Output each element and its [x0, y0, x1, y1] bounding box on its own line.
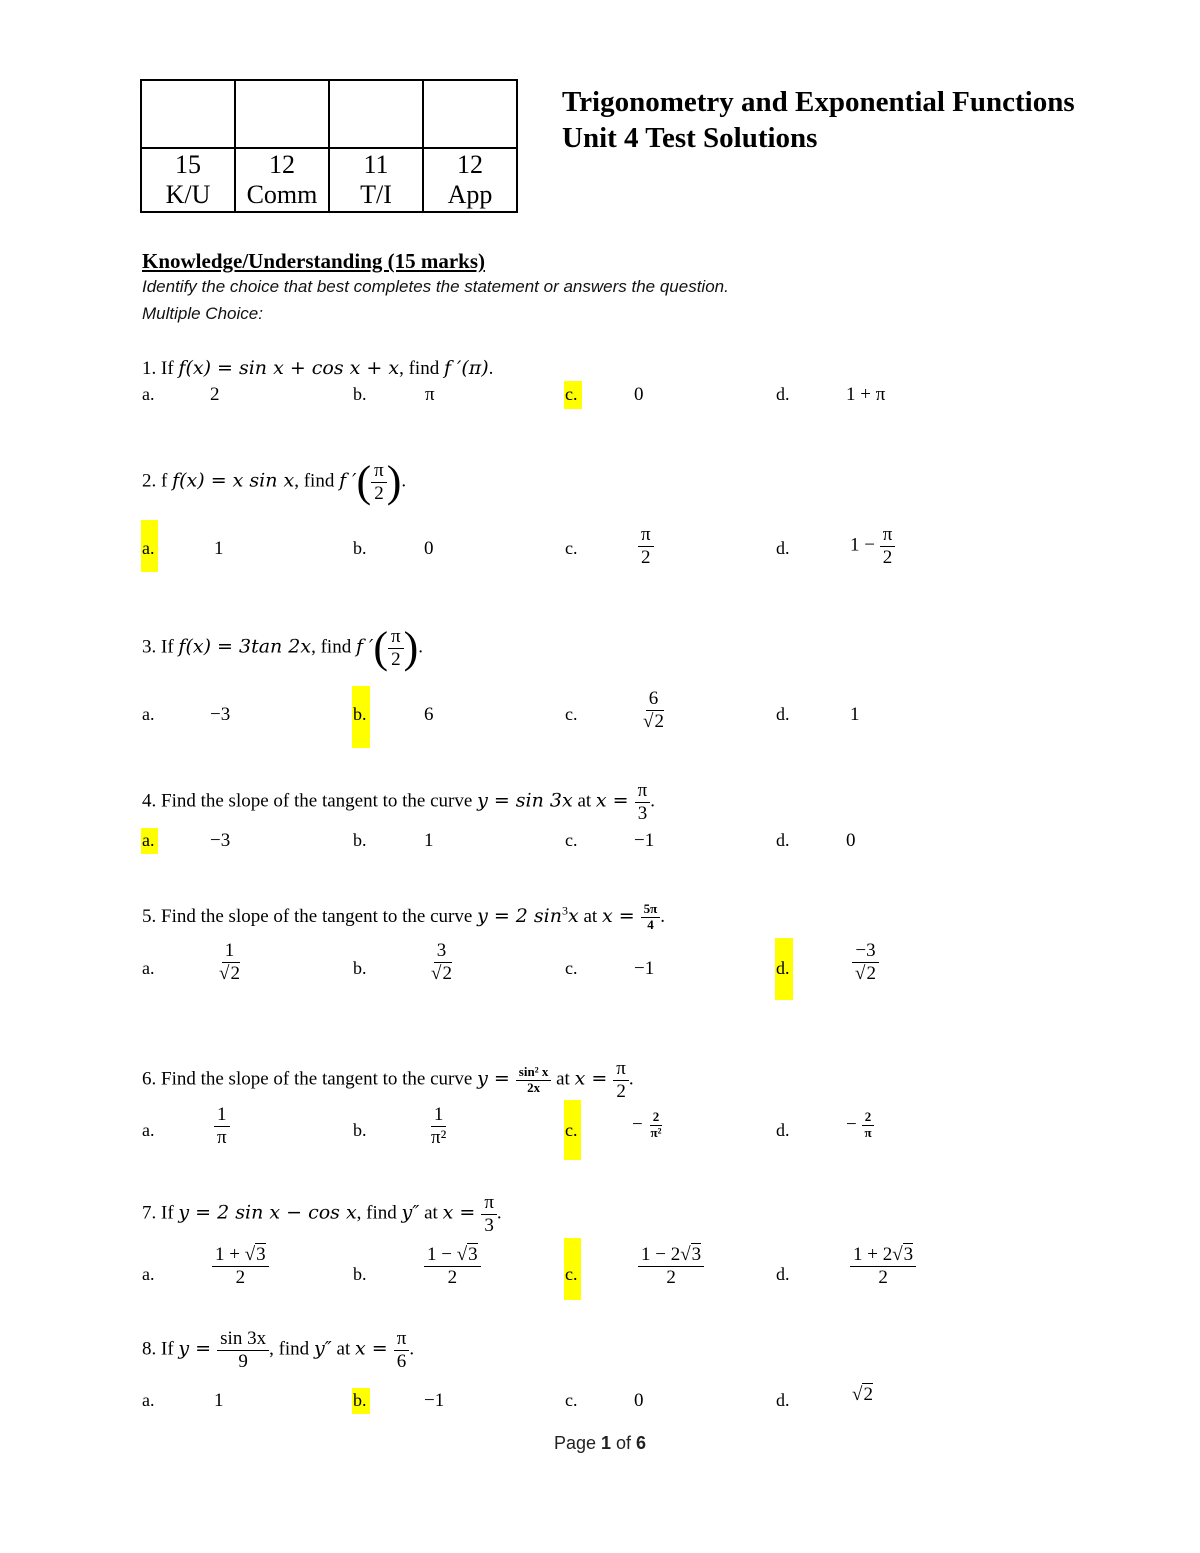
option-c-value: $\frac{6}{√2}$: [643, 688, 664, 732]
question-4-stem: [142, 780, 655, 825]
math-expr: x =: [442, 1201, 482, 1224]
marks-category: K/U: [165, 180, 211, 209]
marks-score: 15: [175, 150, 201, 179]
math-expr: f(x) = sin x + cos x + x: [178, 357, 400, 379]
fraction: $\frac{\sin 3x}{9}$: [217, 1328, 269, 1373]
option-a-value: $\frac{1}{√2}$: [219, 940, 240, 984]
marks-cell-blank: [141, 80, 235, 148]
option-b-label[interactable]: b.: [353, 384, 367, 404]
option-c-value: $\frac{1 - 2√3}{2}$: [638, 1244, 704, 1289]
stem-text: at: [331, 1338, 355, 1360]
option-c-label[interactable]: c.: [565, 958, 578, 978]
option-c-label[interactable]: c.: [565, 1390, 578, 1410]
option-c-value: 0: [634, 1390, 644, 1411]
option-d-value: √2: [852, 1384, 873, 1405]
stem-text: .: [628, 1068, 634, 1090]
footer-text: of: [611, 1433, 637, 1453]
option-d-label[interactable]: d.: [776, 830, 790, 850]
option-a-label[interactable]: a.: [142, 830, 155, 850]
option-d-value: 0: [846, 830, 856, 851]
math-expr: x =: [574, 1067, 614, 1090]
option-d-label[interactable]: d.: [776, 704, 790, 724]
page-footer: [0, 1433, 1200, 1454]
fraction: $\frac{\pi}{2}$: [388, 626, 404, 671]
math-expr: f ′: [355, 635, 374, 658]
option-c-label[interactable]: c.: [565, 704, 578, 724]
question-number: 4. Find the slope of the tangent to the curve: [142, 790, 478, 812]
option-b-value: 6: [424, 704, 434, 725]
stem-text: , find: [269, 1338, 314, 1360]
title-line-2: Unit 4 Test Solutions: [562, 122, 818, 154]
option-a-value: −3: [210, 704, 231, 725]
question-number: 3. If: [142, 636, 179, 658]
option-b-label[interactable]: b.: [353, 704, 367, 724]
marks-cell-ku: [141, 148, 235, 212]
math-expr: y =: [178, 1337, 218, 1360]
stem-text: at: [551, 1068, 575, 1090]
option-c-label[interactable]: c.: [565, 830, 578, 850]
option-d-value: 1: [850, 704, 860, 725]
fraction: $\frac{\text{sin² x}}{2x}$: [516, 1065, 552, 1096]
stem-text: , find: [294, 470, 340, 492]
option-a-value: 1: [214, 538, 224, 559]
question-8-stem: [142, 1328, 414, 1373]
question-number: 2. f: [142, 470, 173, 492]
option-d-value: 1 + π: [846, 384, 886, 405]
option-c-value: 0: [634, 384, 644, 405]
marks-cell-ti: [329, 148, 423, 212]
question-7-stem: [142, 1192, 502, 1237]
option-d-label[interactable]: d.: [776, 1390, 790, 1410]
math-expr: f(x) = 3tan 2x: [178, 635, 312, 658]
question-number: 5. Find the slope of the tangent to the curve: [142, 905, 478, 927]
exponent: 3: [562, 903, 568, 918]
option-b-label[interactable]: b.: [353, 1390, 367, 1410]
option-c-value: $\frac{\pi}{2}$: [638, 524, 654, 569]
stem-text: at: [572, 790, 596, 812]
option-a-label[interactable]: a.: [142, 538, 155, 558]
option-d-value: $\frac{-3}{√2}$: [852, 940, 879, 985]
option-a-value: 1: [214, 1390, 224, 1411]
marks-score: 12: [457, 150, 483, 179]
option-a-label[interactable]: a.: [142, 1390, 155, 1410]
footer-text: Page: [553, 1433, 601, 1453]
marks-cell-app: [423, 148, 517, 212]
question-number: 1. If: [142, 358, 179, 379]
question-6-stem: [142, 1058, 634, 1103]
option-b-value: $\frac{3}{√2}$: [431, 940, 452, 984]
math-expr: y = sin 3x: [477, 789, 573, 812]
option-d-value: − $\frac{2}{\pi}$: [846, 1110, 875, 1141]
question-number: 8. If: [142, 1338, 179, 1360]
question-1-stem: [142, 357, 493, 380]
marks-score: 11: [363, 150, 389, 179]
option-b-value: 1: [424, 830, 434, 851]
question-2-stem: 2. f f(x) = x sin x, find f ′( $\frac{\pi}{2}$ ).: [142, 457, 407, 507]
fraction: $\frac{\pi}{2}$: [371, 460, 387, 505]
page-total: 6: [636, 1433, 647, 1453]
marks-cell-blank: [329, 80, 423, 148]
option-d-value: 1 − $\frac{\pi}{2}$: [850, 524, 895, 569]
math-expr: y″: [313, 1337, 332, 1360]
option-c-label[interactable]: c.: [565, 384, 578, 404]
marks-category: T/I: [360, 180, 392, 209]
document-title: [562, 84, 1075, 156]
math-expr: x =: [355, 1337, 394, 1360]
stem-text: .: [650, 790, 655, 812]
option-b-value: $\frac{1}{\text{π²}}$: [431, 1104, 447, 1148]
option-b-value: −1: [424, 1390, 445, 1411]
marks-table-blank-row: [141, 80, 517, 148]
option-c-label[interactable]: c.: [565, 538, 578, 558]
marks-cell-blank: [235, 80, 329, 148]
stem-text: .: [496, 1202, 502, 1224]
math-expr: y = 2 sin: [477, 904, 562, 927]
fraction: $\frac{\pi}{3}$: [481, 1192, 497, 1237]
question-number: 6. Find the slope of the tangent to the curve: [142, 1068, 478, 1090]
marks-category: Comm: [246, 180, 318, 209]
option-b-label[interactable]: b.: [353, 958, 367, 978]
fraction: $\frac{\pi}{2}$: [613, 1058, 629, 1103]
option-a-value: $\frac{1}{\pi}$: [214, 1104, 230, 1149]
option-d-label[interactable]: d.: [776, 1120, 790, 1140]
option-b-value: π: [425, 384, 435, 405]
math-expr: f(x) = x sin x: [172, 469, 295, 492]
option-b-value: $\frac{1 - √3}{2}$: [424, 1244, 481, 1289]
stem-text: , find: [356, 1202, 402, 1224]
option-a-label[interactable]: a.: [142, 384, 155, 404]
option-a-label[interactable]: a.: [142, 1264, 155, 1284]
marks-table: [140, 79, 518, 213]
option-d-label[interactable]: d.: [776, 1264, 790, 1284]
option-a-label[interactable]: a.: [142, 1120, 155, 1140]
option-d-label[interactable]: d.: [776, 958, 790, 978]
fraction: $\frac{5\pi}{4}$: [641, 902, 661, 933]
marks-table-score-row: [141, 148, 517, 212]
stem-text: at: [419, 1202, 443, 1224]
option-c-value: − $\frac{2}{\text{π²}}$: [632, 1109, 662, 1140]
option-b-label[interactable]: b.: [353, 1120, 367, 1140]
marks-category: App: [447, 180, 493, 209]
marks-score: 12: [269, 150, 295, 179]
option-d-label[interactable]: d.: [776, 384, 790, 404]
option-c-label[interactable]: c.: [565, 1120, 578, 1140]
option-a-value: −3: [210, 830, 231, 851]
fraction: $\frac{\pi}{3}$: [635, 780, 651, 825]
option-a-label[interactable]: a.: [142, 958, 155, 978]
page-number: 1: [601, 1433, 612, 1453]
math-expr: y = 2 sin x − cos x: [178, 1201, 357, 1224]
stem-text: , find: [311, 636, 356, 658]
option-b-value: 0: [424, 538, 434, 559]
section-subheading: Multiple Choice:: [142, 304, 263, 323]
stem-text: .: [401, 470, 407, 492]
option-d-value: $\frac{1 + 2√3}{2}$: [850, 1244, 916, 1289]
option-b-label[interactable]: b.: [353, 830, 367, 850]
question-5-stem: [142, 902, 665, 933]
stem-text: .: [660, 905, 666, 927]
stem-text: , find: [399, 358, 444, 379]
option-d-label[interactable]: d.: [776, 538, 790, 558]
fraction: $\frac{\pi}{6}$: [394, 1328, 410, 1373]
option-c-value: −1: [634, 830, 655, 851]
option-a-value: $\frac{1 + √3}{2}$: [212, 1244, 269, 1289]
section-heading: Knowledge/Understanding (15 marks): [142, 249, 486, 273]
math-expr: x =: [595, 789, 635, 812]
section-instruction: Identify the choice that best completes the statement or answers the question.: [142, 277, 729, 296]
option-c-label[interactable]: c.: [565, 1264, 578, 1284]
stem-text: at: [578, 905, 602, 927]
marks-cell-comm: [235, 148, 329, 212]
math-expr: x =: [601, 904, 641, 927]
math-expr: f ′: [339, 469, 357, 492]
option-a-label[interactable]: a.: [142, 704, 155, 724]
marks-cell-blank: [423, 80, 517, 148]
math-expr: f ′(π): [443, 357, 489, 379]
option-b-label[interactable]: b.: [353, 1264, 367, 1284]
option-a-value: 2: [210, 384, 220, 405]
stem-text: .: [409, 1338, 415, 1360]
option-b-label[interactable]: b.: [353, 538, 367, 558]
question-number: 7. If: [142, 1202, 179, 1224]
math-expr: x: [568, 904, 579, 927]
option-c-value: −1: [634, 958, 655, 979]
question-3-stem: 3. If f(x) = 3tan 2x, find f ′( $\frac{\pi}{2}$ ).: [142, 623, 424, 673]
title-line-1: Trigonometry and Exponential Functions: [562, 86, 1075, 118]
stem-text: .: [418, 636, 424, 658]
math-expr: y″: [401, 1201, 420, 1224]
stem-text: .: [488, 358, 494, 379]
math-expr: y =: [477, 1067, 516, 1090]
